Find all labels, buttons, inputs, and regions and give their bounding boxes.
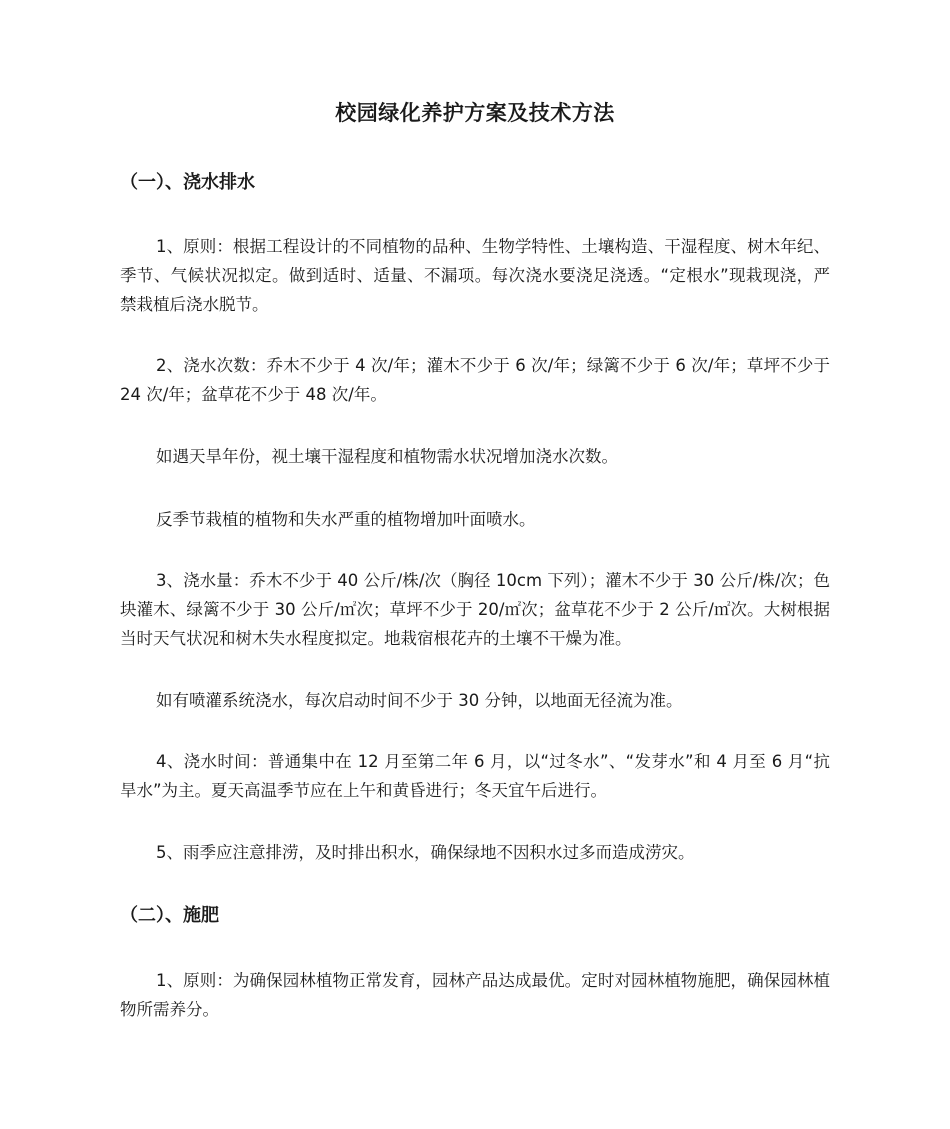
paragraph-watering-amount: 3、浇水量：乔木不少于 40 公斤/株/次（胸径 10cm 下列）；灌木不少于 30 公斤/株/次；色块灌木、绿篱不少于 30 公斤/㎡次；草坪不少于 20/㎡次；盆草花不少于 2 公斤/㎡次。大树根据当时天气状况和树木失水程度拟定。地栽宿根花卉的土壤不干燥为准。 (120, 571, 830, 648)
paragraph-drought-years: 如遇天旱年份，视土壤干湿程度和植物需水状况增加浇水次数。 (156, 447, 618, 466)
paragraph-off-season-spray: 反季节栽植的植物和失水严重的植物增加叶面喷水。 (156, 510, 536, 529)
paragraph-watering-frequency: 2、浇水次数：乔木不少于 4 次/年；灌木不少于 6 次/年；绿篱不少于 6 次/年；草坪不少于 24 次/年；盆草花不少于 48 次/年。 (120, 356, 830, 404)
paragraph-sprinkler: 如有喷灌系统浇水，每次启动时间不少于 30 分钟，以地面无径流为准。 (156, 691, 683, 710)
section-heading-watering: （一）、浇水排水 (120, 172, 255, 193)
paragraph-watering-principle: 1、原则：根据工程设计的不同植物的品种、生物学特性、土壤构造、干湿程度、树木年纪、季节、气候状况拟定。做到适时、适量、不漏项。每次浇水要浇足浇透。“定根水”现栽现浇，严禁栽植后浇水脱节。 (120, 237, 830, 314)
document-title: 校园绿化养护方案及技术方法 (335, 101, 615, 125)
paragraph-watering-time: 4、浇水时间：普通集中在 12 月至第二年 6 月，以“过冬水”、“发芽水”和 4 月至 6 月“抗旱水”为主。夏天高温季节应在上午和黄昏进行；冬天宜午后进行。 (120, 752, 830, 800)
section-heading-fertilizing: （二）、施肥 (120, 905, 219, 926)
paragraph-rainy-drainage: 5、雨季应注意排涝，及时排出积水，确保绿地不因积水过多而造成涝灾。 (156, 843, 695, 862)
paragraph-fertilizing-principle: 1、原则：为确保园林植物正常发育，园林产品达成最优。定时对园林植物施肥，确保园林植物所需养分。 (120, 971, 830, 1019)
